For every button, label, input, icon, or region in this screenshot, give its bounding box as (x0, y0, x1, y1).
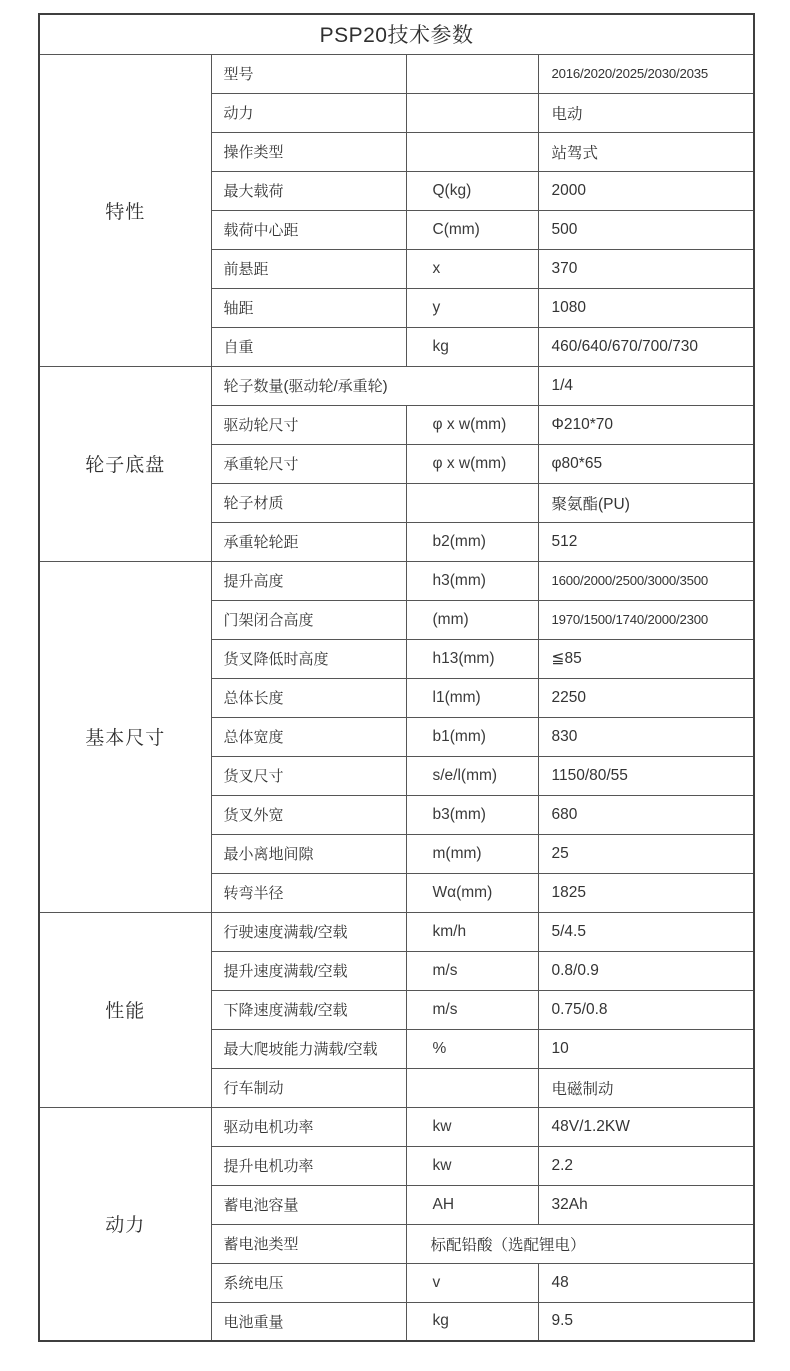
param-label: 驱动电机功率 (211, 1107, 406, 1146)
param-label: 电池重量 (211, 1302, 406, 1341)
category-cell: 特性 (39, 54, 211, 366)
param-label: 前悬距 (211, 249, 406, 288)
param-value: 0.8/0.9 (538, 951, 754, 990)
category-cell: 性能 (39, 912, 211, 1107)
param-symbol: AH (406, 1185, 538, 1224)
param-symbol: Wα(mm) (406, 873, 538, 912)
param-symbol (406, 54, 538, 93)
param-value: 2000 (538, 171, 754, 210)
spec-table-body (39, 54, 754, 1341)
param-label: 货叉尺寸 (211, 756, 406, 795)
param-value: 2016/2020/2025/2030/2035 (538, 54, 754, 93)
param-symbol: % (406, 1029, 538, 1068)
param-value: 聚氨酯(PU) (538, 483, 754, 522)
param-value: 站驾式 (538, 132, 754, 171)
param-symbol: l1(mm) (406, 678, 538, 717)
param-symbol: y (406, 288, 538, 327)
param-value: 512 (538, 522, 754, 561)
param-value: 1080 (538, 288, 754, 327)
param-symbol (406, 483, 538, 522)
param-symbol (406, 93, 538, 132)
param-label: 系统电压 (211, 1263, 406, 1302)
param-label: 轴距 (211, 288, 406, 327)
param-value: 标配铅酸（选配锂电） (406, 1224, 754, 1263)
param-label: 自重 (211, 327, 406, 366)
param-label: 承重轮轮距 (211, 522, 406, 561)
param-value: 电磁制动 (538, 1068, 754, 1107)
param-label: 最大爬坡能力满载/空载 (211, 1029, 406, 1068)
param-label: 蓄电池类型 (211, 1224, 406, 1263)
param-label: 轮子数量(驱动轮/承重轮) (211, 366, 538, 405)
param-label: 下降速度满载/空载 (211, 990, 406, 1029)
param-label: 载荷中心距 (211, 210, 406, 249)
param-value: 370 (538, 249, 754, 288)
param-label: 总体宽度 (211, 717, 406, 756)
param-symbol: h3(mm) (406, 561, 538, 600)
param-symbol: m(mm) (406, 834, 538, 873)
table-row (39, 1107, 754, 1146)
param-value: 1970/1500/1740/2000/2300 (538, 600, 754, 639)
param-label: 最小离地间隙 (211, 834, 406, 873)
param-label: 货叉外宽 (211, 795, 406, 834)
param-label: 行驶速度满载/空载 (211, 912, 406, 951)
param-value: 460/640/670/700/730 (538, 327, 754, 366)
param-label: 提升电机功率 (211, 1146, 406, 1185)
param-symbol: v (406, 1263, 538, 1302)
param-value: 500 (538, 210, 754, 249)
param-symbol (406, 132, 538, 171)
param-symbol: s/e/l(mm) (406, 756, 538, 795)
param-label: 最大载荷 (211, 171, 406, 210)
param-value: 32Ah (538, 1185, 754, 1224)
param-label: 提升速度满载/空载 (211, 951, 406, 990)
param-value: 10 (538, 1029, 754, 1068)
param-symbol: b2(mm) (406, 522, 538, 561)
param-value: 1/4 (538, 366, 754, 405)
param-label: 行车制动 (211, 1068, 406, 1107)
param-value: 48 (538, 1263, 754, 1302)
param-symbol: kw (406, 1107, 538, 1146)
param-value: 1825 (538, 873, 754, 912)
param-symbol (406, 1068, 538, 1107)
param-value: 1600/2000/2500/3000/3500 (538, 561, 754, 600)
param-value: 680 (538, 795, 754, 834)
param-label: 型号 (211, 54, 406, 93)
param-label: 总体长度 (211, 678, 406, 717)
table-row (39, 561, 754, 600)
param-value: 1150/80/55 (538, 756, 754, 795)
param-symbol: km/h (406, 912, 538, 951)
param-value: 5/4.5 (538, 912, 754, 951)
param-value: 9.5 (538, 1302, 754, 1341)
param-symbol: φ x w(mm) (406, 444, 538, 483)
param-symbol: kw (406, 1146, 538, 1185)
table-row (39, 54, 754, 93)
param-symbol: (mm) (406, 600, 538, 639)
param-symbol: m/s (406, 951, 538, 990)
param-value: 2250 (538, 678, 754, 717)
table-row (39, 912, 754, 951)
param-value: ≦85 (538, 639, 754, 678)
param-label: 操作类型 (211, 132, 406, 171)
param-label: 转弯半径 (211, 873, 406, 912)
param-label: 提升高度 (211, 561, 406, 600)
param-symbol: h13(mm) (406, 639, 538, 678)
param-value: Φ210*70 (538, 405, 754, 444)
title-row (39, 14, 754, 54)
param-symbol: b3(mm) (406, 795, 538, 834)
param-value: 电动 (538, 93, 754, 132)
category-cell: 基本尺寸 (39, 561, 211, 912)
param-value: 0.75/0.8 (538, 990, 754, 1029)
param-symbol: kg (406, 1302, 538, 1341)
param-value: 48V/1.2KW (538, 1107, 754, 1146)
param-symbol: b1(mm) (406, 717, 538, 756)
param-symbol: C(mm) (406, 210, 538, 249)
param-label: 轮子材质 (211, 483, 406, 522)
category-cell: 动力 (39, 1107, 211, 1341)
param-symbol: Q(kg) (406, 171, 538, 210)
param-label: 承重轮尺寸 (211, 444, 406, 483)
category-cell: 轮子底盘 (39, 366, 211, 561)
param-label: 动力 (211, 93, 406, 132)
param-value: 25 (538, 834, 754, 873)
spec-table (38, 13, 755, 1342)
param-label: 货叉降低时高度 (211, 639, 406, 678)
param-symbol: x (406, 249, 538, 288)
param-value: 2.2 (538, 1146, 754, 1185)
param-label: 驱动轮尺寸 (211, 405, 406, 444)
param-label: 蓄电池容量 (211, 1185, 406, 1224)
param-symbol: kg (406, 327, 538, 366)
param-label: 门架闭合高度 (211, 600, 406, 639)
param-symbol: φ x w(mm) (406, 405, 538, 444)
table-title: PSP20技术参数 (39, 14, 754, 54)
table-row (39, 366, 754, 405)
param-symbol: m/s (406, 990, 538, 1029)
param-value: φ80*65 (538, 444, 754, 483)
param-value: 830 (538, 717, 754, 756)
